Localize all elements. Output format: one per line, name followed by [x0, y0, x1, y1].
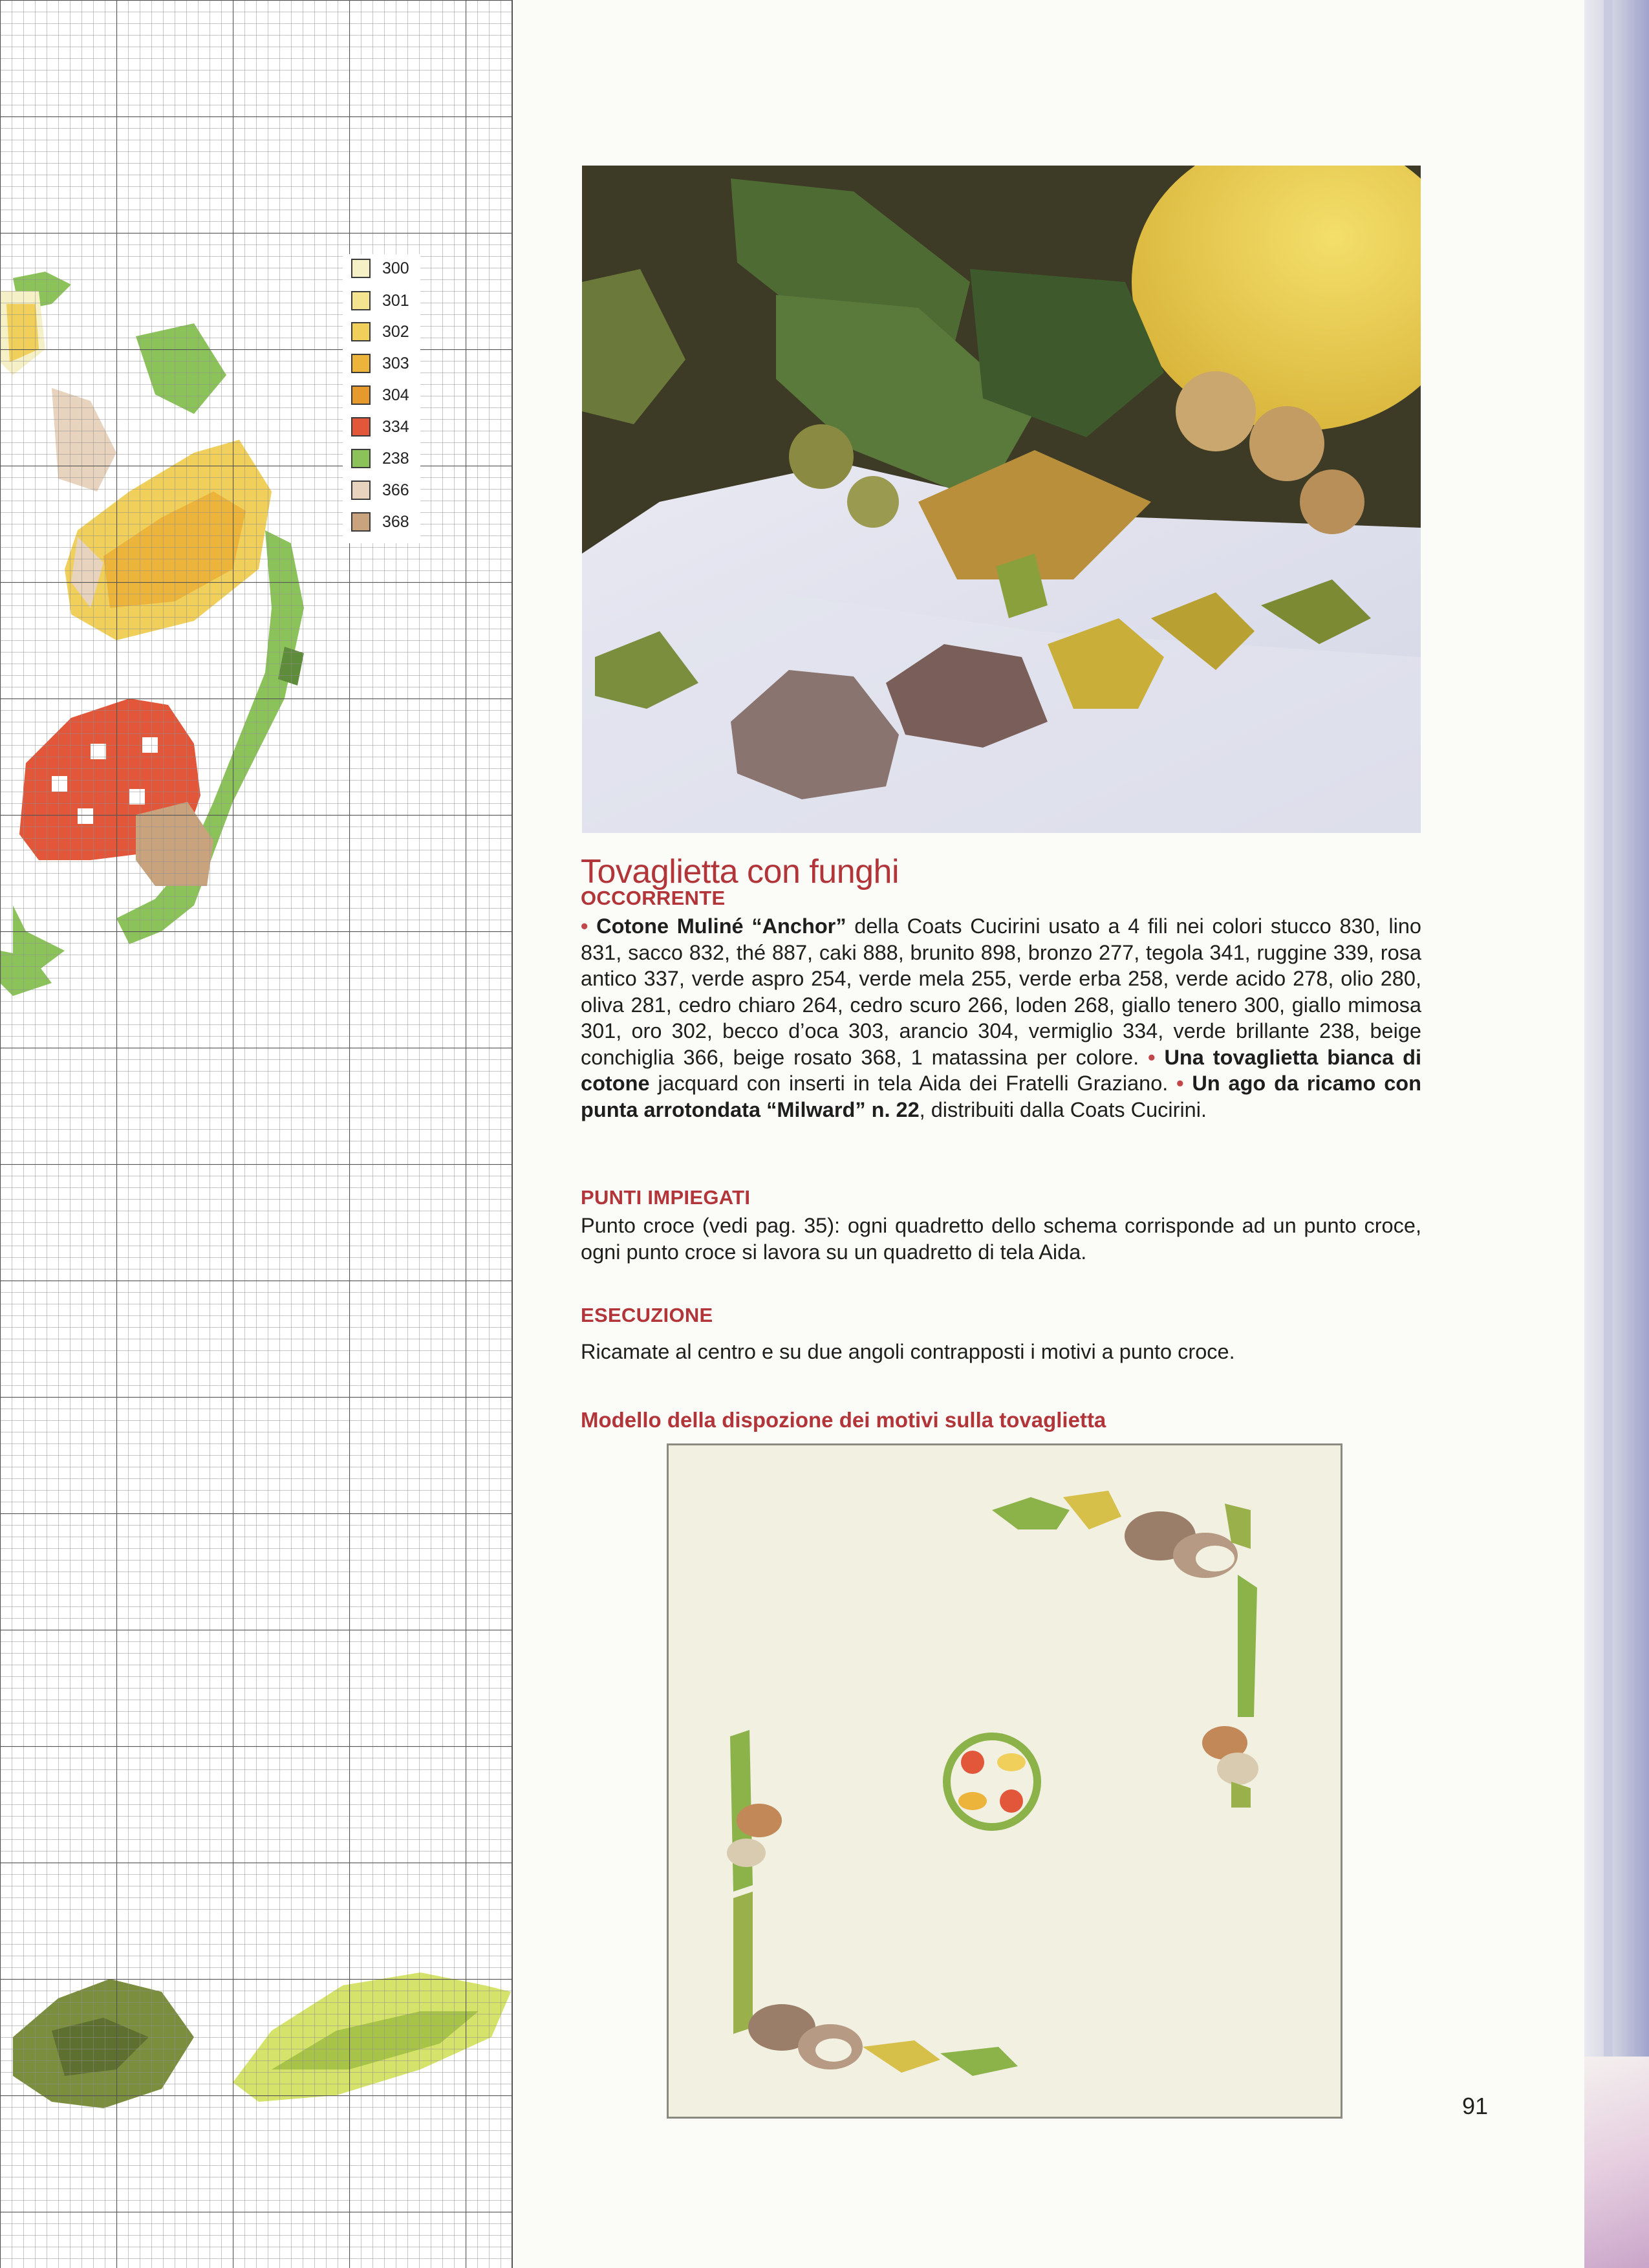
legend-swatch — [351, 481, 371, 500]
legend-code: 300 — [382, 259, 409, 277]
legend-item — [351, 509, 409, 535]
article-title: Tovaglietta con funghi — [581, 853, 900, 891]
materials-item-1-bold: Cotone Muliné “Anchor” — [596, 914, 846, 938]
bullet-icon: • — [1148, 1045, 1156, 1069]
center-motif — [947, 1736, 1037, 1827]
materials-item-2-text: jacquard con inserti in tela Aida dei Fratelli Graziano. — [649, 1072, 1169, 1095]
page-number: 91 — [1462, 2093, 1489, 2119]
legend-item — [351, 319, 409, 345]
legend-swatch — [351, 354, 371, 373]
esecuzione-heading: ESECUZIONE — [581, 1304, 713, 1326]
legend-code: 334 — [382, 417, 409, 436]
legend-swatch — [351, 449, 371, 468]
legend-code: 366 — [382, 481, 409, 499]
legend-swatch — [351, 417, 371, 437]
legend-item — [351, 288, 409, 314]
legend-item — [351, 446, 409, 471]
legend-item — [351, 255, 409, 281]
occorrente-body — [581, 913, 1421, 1123]
placemat-layout-diagram — [667, 1443, 1342, 2119]
legend-swatch — [351, 322, 371, 341]
page-curl — [1584, 2057, 1649, 2268]
legend-code: 301 — [382, 291, 409, 310]
legend-swatch — [351, 291, 371, 310]
legend-code: 368 — [382, 512, 409, 531]
legend-code: 303 — [382, 354, 409, 373]
legend-item — [351, 351, 409, 376]
legend-item — [351, 414, 409, 440]
placemat-photo — [582, 166, 1421, 833]
color-key-legend — [343, 254, 420, 543]
page-edge-binding — [1584, 0, 1649, 2268]
legend-swatch — [351, 385, 371, 405]
bullet-icon: • — [581, 914, 588, 938]
materials-item-3-text: , distribuiti dalla Coats Cucirini. — [919, 1097, 1207, 1121]
placemat-layout-illustration — [669, 1445, 1341, 2117]
punti-impiegati-body: Punto croce (vedi pag. 35): ogni quadretto dello schema corrisponde ad un punto croce, ogni punto croce si lavora su un quadretto di tela Aida. — [581, 1214, 1421, 1264]
materials-item-3-bold: Un ago da ricamo con punta arrotondata “Milward” n. 22 — [581, 1072, 1421, 1121]
legend-swatch — [351, 259, 371, 278]
legend-code: 302 — [382, 322, 409, 341]
corner-motif-bottom-left — [727, 1730, 1018, 2076]
legend-item — [351, 382, 409, 408]
legend-swatch — [351, 512, 371, 532]
cross-stitch-chart — [0, 0, 517, 2268]
legend-code: 238 — [382, 449, 409, 468]
legend-code: 304 — [382, 385, 409, 404]
legend-item — [351, 477, 409, 503]
binding-strip — [1604, 0, 1613, 2268]
materials-item-2-bold: Una tovaglietta bianca di cotone — [581, 1045, 1422, 1095]
bullet-icon: • — [1176, 1072, 1184, 1095]
occorrente-heading: OCCORRENTE — [581, 887, 726, 909]
diagram-title: Modello della dispozione dei motivi sulla tovaglietta — [581, 1408, 1106, 1432]
esecuzione-body: Ricamate al centro e su due angoli contrapposti i motivi a punto croce. — [581, 1340, 1235, 1363]
punti-impiegati-heading: PUNTI IMPIEGATI — [581, 1186, 751, 1209]
materials-item-1-text: della Coats Cucirini usato a 4 fili nei colori stucco 830, lino 831, sacco 832, thé 887, caki 888, brunito 898, bronzo 277, tegola 341, ruggine 339, rosa antico 337, verde aspro 254, verde mela 255, verde erba 258, verde acido 278, olio 280, oliva 281, cedro chiaro 264, cedro scuro 266, loden 268, giallo tenero 300, giallo mimosa 301, oro 302, becco d’oca 303, arancio 304, vermiglio 334, verde brillante 238, beige conchiglia 366, beige rosato 368, 1 matassina per colore. — [581, 914, 1421, 1069]
